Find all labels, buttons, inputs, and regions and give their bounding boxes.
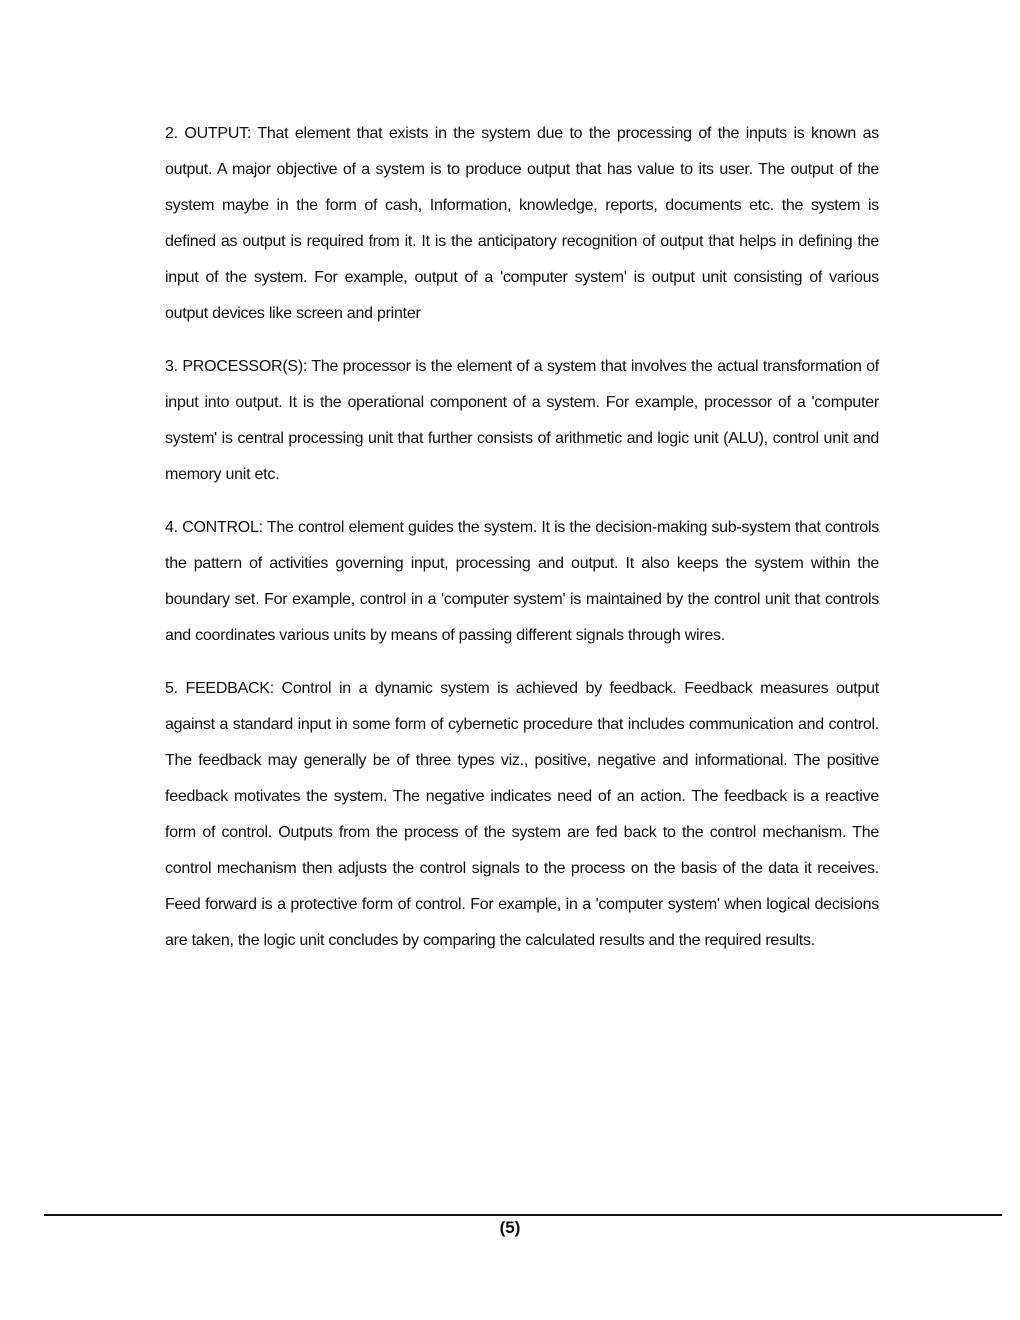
page-body xyxy=(165,116,879,976)
paragraph-output: 2. OUTPUT: That element that exists in the system due to the processing of the inputs is known as output. A major objective of a system is to produce output that has value to its user. The output of the system maybe in the form of cash, Information, knowledge, reports, documents etc. the system is defined as output is required from it. It is the anticipatory recognition of output that helps in defining the input of the system. For example, output of a 'computer system' is output unit consisting of various output devices like screen and printer xyxy=(165,125,879,322)
paragraph-feedback: 5. FEEDBACK: Control in a dynamic system is achieved by feedback. Feedback measures output against a standard input in some form of cybernetic procedure that includes communication and control. The feedback may generally be of three types viz., positive, negative and informational. The positive feedback motivates the system. The negative indicates need of an action. The feedback is a reactive form of control. Outputs from the process of the system are fed back to the control mechanism. The control mechanism then adjusts the control signals to the process on the basis of the data it receives. Feed forward is a protective form of control. For example, in a 'computer system' when logical decisions are taken, the logic unit concludes by comparing the calculated results and the required results. xyxy=(165,680,879,949)
page-number: (5) xyxy=(499,1218,521,1237)
footer-divider xyxy=(44,1214,1002,1216)
paragraph-control: 4. CONTROL: The control element guides the system. It is the decision-making sub-system that controls the pattern of activities governing input, processing and output. It also keeps the system within the boundary set. For example, control in a 'computer system' is maintained by the control unit that controls and coordinates various units by means of passing different signals through wires. xyxy=(165,519,879,644)
paragraph-processor: 3. PROCESSOR(S): The processor is the element of a system that involves the actual transformation of input into output. It is the operational component of a system. For example, processor of a 'computer system' is central processing unit that further consists of arithmetic and logic unit (ALU), control unit and memory unit etc. xyxy=(165,358,879,483)
